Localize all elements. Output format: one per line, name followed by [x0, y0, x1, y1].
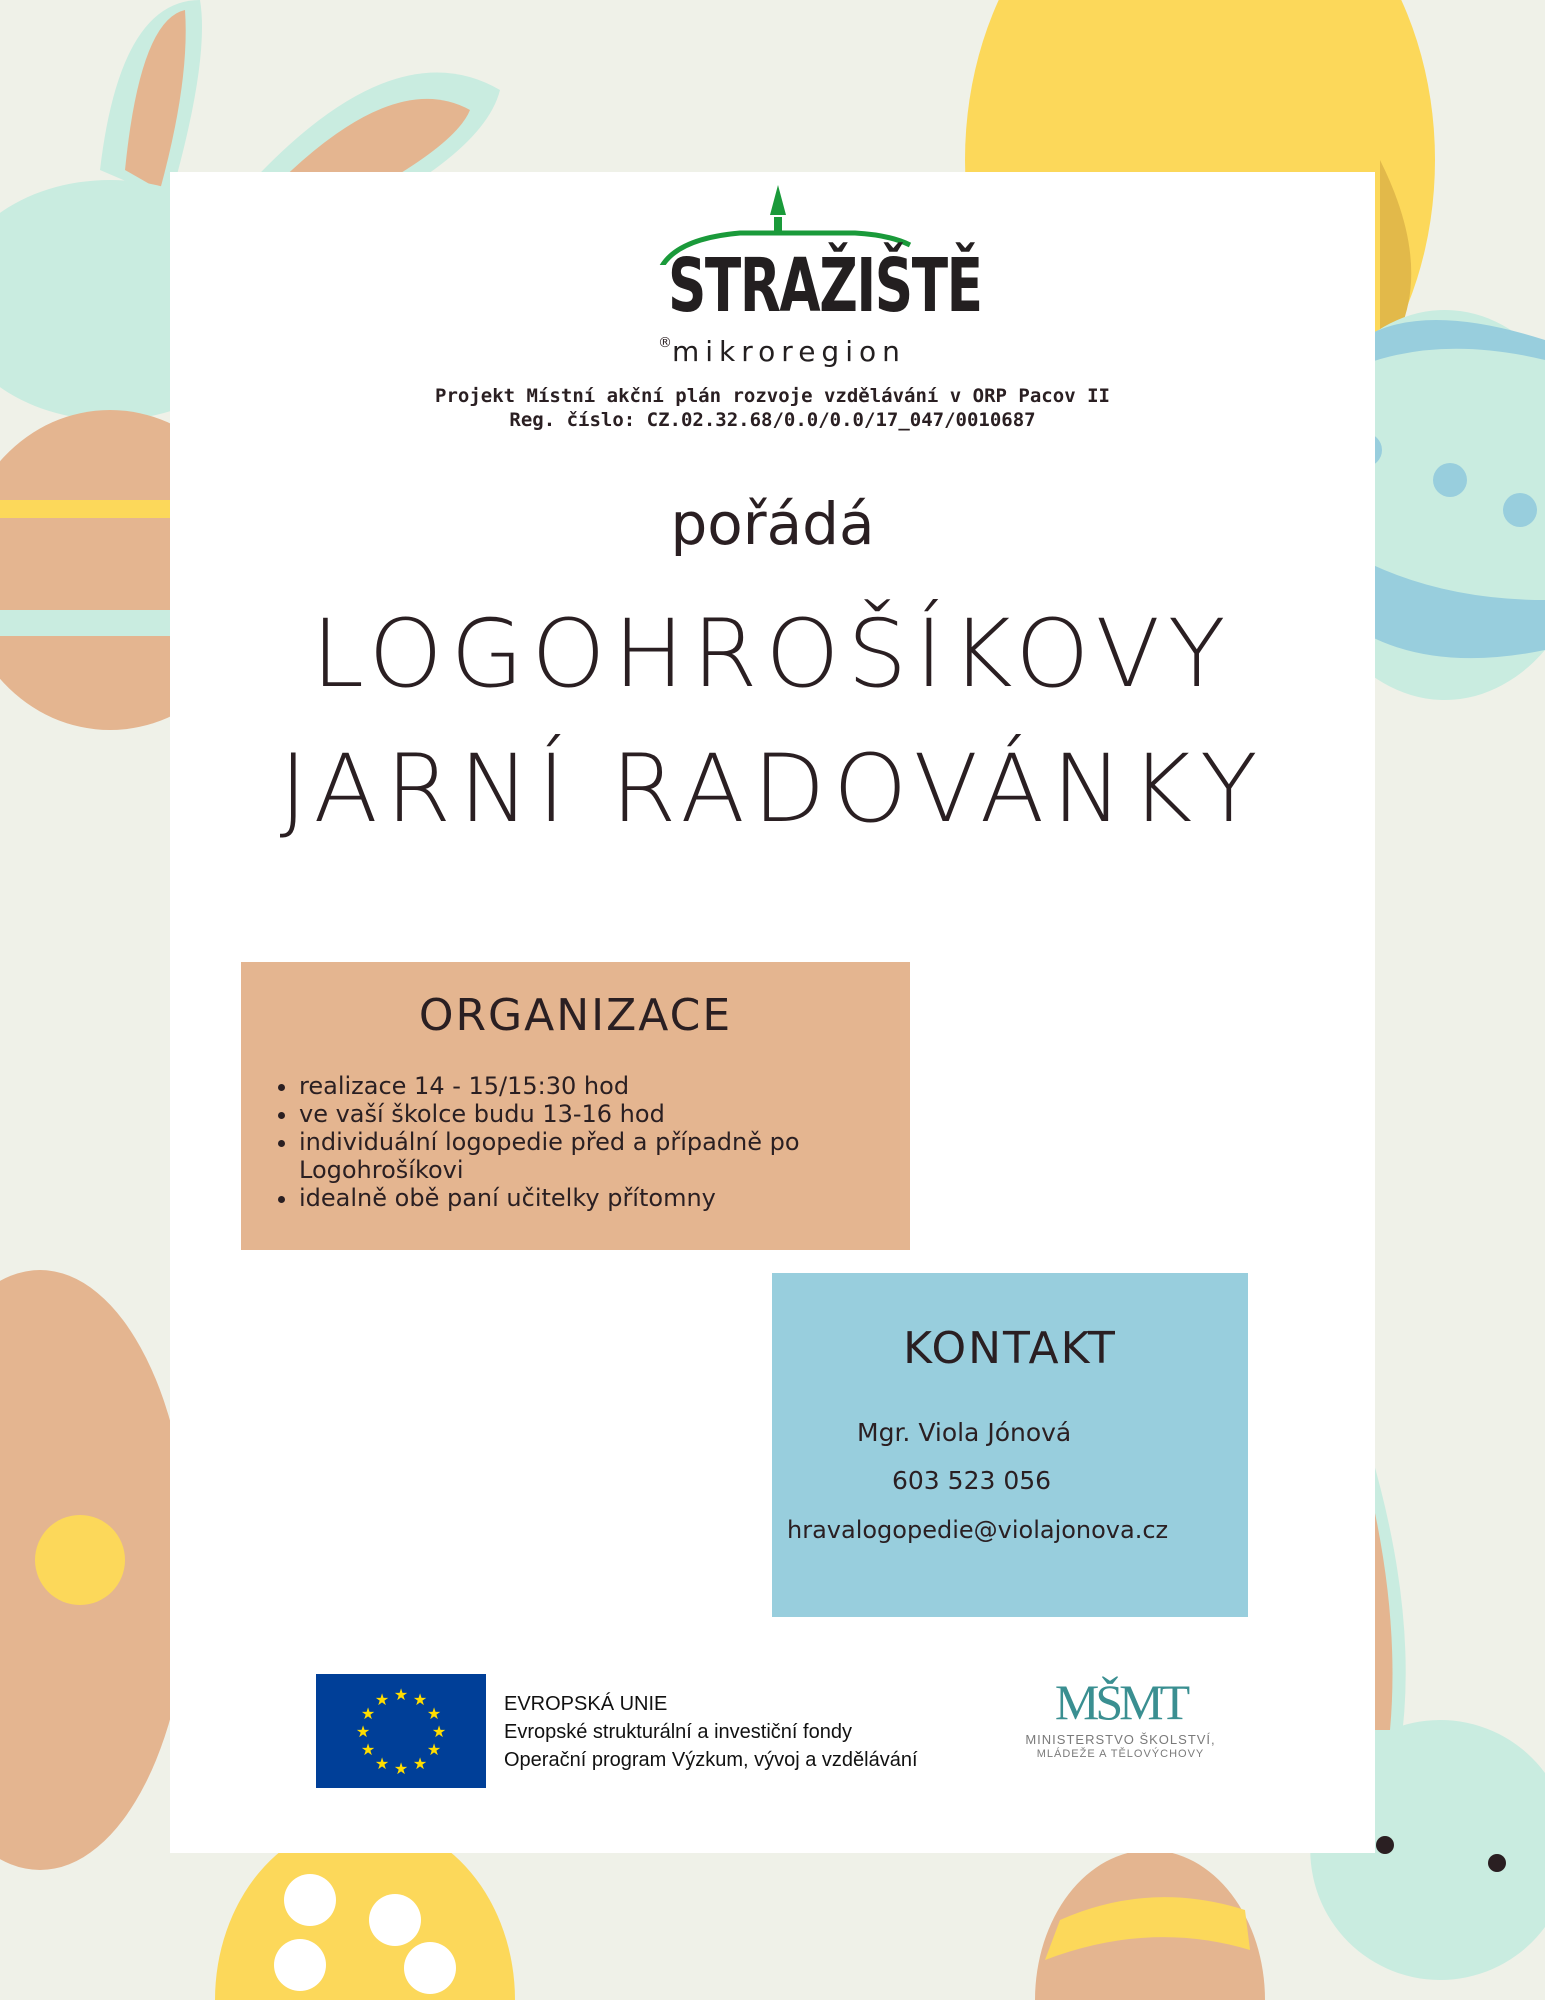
list-item: • individuální logopedie před a případně po Logohrošíkovi — [299, 1128, 910, 1184]
svg-text:★: ★ — [374, 1690, 390, 1709]
list-item: • idealně obě paní učitelky přítomny — [299, 1184, 910, 1212]
svg-text:★: ★ — [393, 1759, 409, 1778]
organizace-box — [241, 962, 910, 1250]
kontakt-box — [772, 1273, 1248, 1617]
project-line: Projekt Místní akční plán rozvoje vzdělávání v ORP Pacov II — [435, 385, 1110, 407]
eu-flag — [316, 1674, 486, 1788]
list-item: • realizace 14 - 15/15:30 hod — [299, 1072, 910, 1100]
contact-name: Mgr. Viola Jónová — [857, 1418, 1072, 1447]
msmt-logo: MŠMT MINISTERSTVO ŠKOLSTVÍ, MLÁDEŽE A TĚLOVÝCHOVY — [1025, 1674, 1216, 1760]
organizace-list — [267, 1072, 910, 1212]
svg-text:★: ★ — [360, 1740, 376, 1759]
svg-text:★: ★ — [412, 1754, 428, 1773]
svg-text:★: ★ — [360, 1704, 376, 1723]
svg-text:★: ★ — [426, 1740, 442, 1759]
title-line-1: LOGOHROŠÍKOVY — [311, 600, 1234, 709]
contact-phone[interactable]: 603 523 056 — [892, 1466, 1052, 1495]
svg-text:★: ★ — [374, 1754, 390, 1773]
eu-stars-icon — [316, 1674, 486, 1788]
eu-programme: Operační program Výzkum, vývoj a vzdělávání — [504, 1749, 918, 1771]
eu-funds: Evropské strukturální a investiční fondy — [504, 1721, 852, 1743]
registration-number: Reg. číslo: CZ.02.32.68/0.0/0.0/17_047/0010687 — [509, 409, 1036, 431]
svg-text:★: ★ — [355, 1722, 371, 1741]
eu-title: EVROPSKÁ UNIE — [504, 1693, 668, 1715]
strazise-logo: STRAŽIŠTĚ ® mikroregion — [650, 185, 930, 375]
svg-text:★: ★ — [431, 1722, 447, 1741]
title-line-2: JARNÍ RADOVÁNKY — [279, 735, 1266, 844]
svg-text:★: ★ — [393, 1685, 409, 1704]
kontakt-heading: KONTAKT — [903, 1323, 1117, 1374]
list-item: • ve vaší školce budu 13-16 hod — [299, 1100, 910, 1128]
organizace-heading: ORGANIZACE — [418, 990, 733, 1041]
svg-text:★: ★ — [426, 1704, 442, 1723]
contact-email[interactable]: hravalogopedie@violajonova.cz — [787, 1516, 1169, 1544]
svg-text:★: ★ — [412, 1690, 428, 1709]
eu-text — [504, 1690, 918, 1774]
subtitle-porada: pořádá — [670, 490, 875, 558]
